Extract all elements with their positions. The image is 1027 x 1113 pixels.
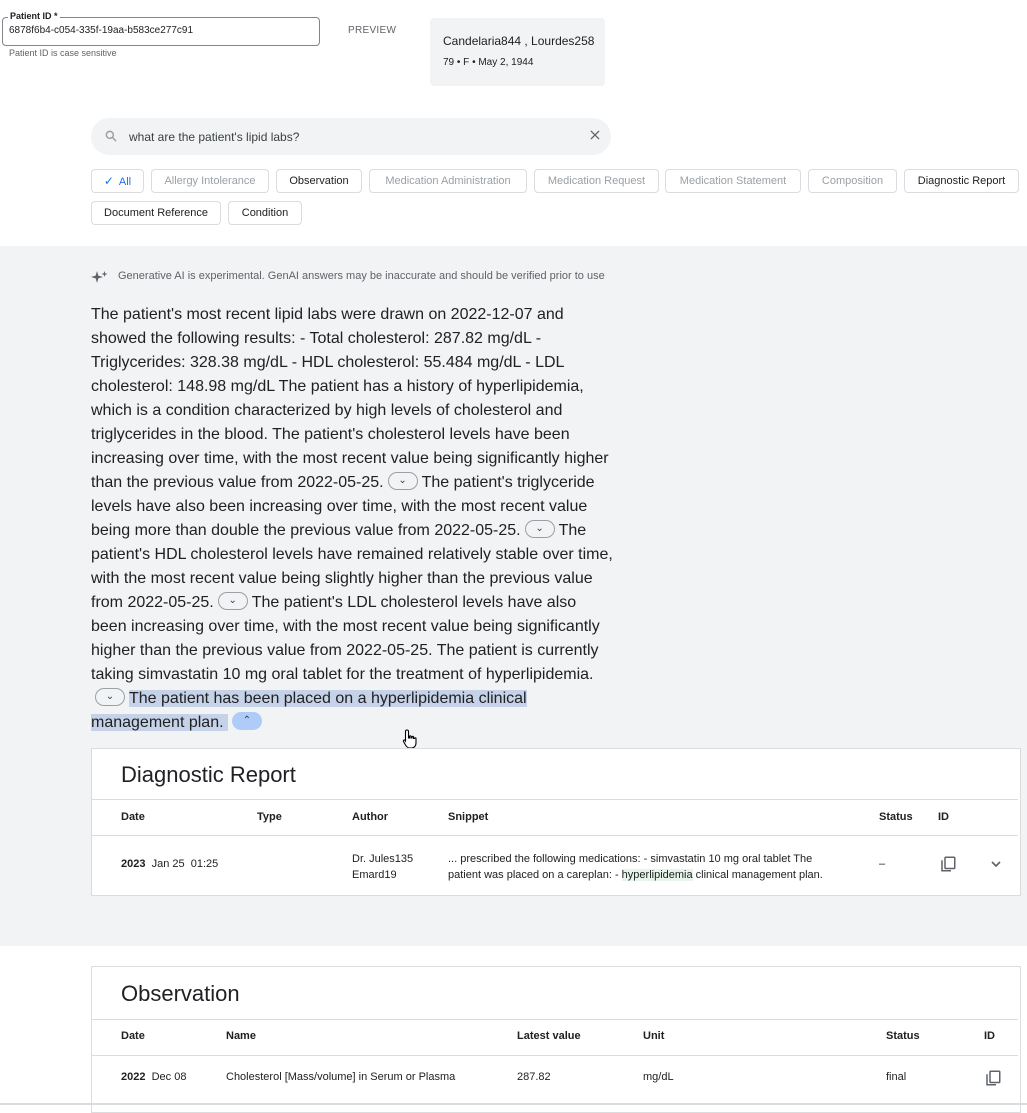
answer-segment: The patient's LDL cholesterol levels have also been increasing over time, with the most recent value being significantly higher than the previous value from 2022-05-25. The patient is currently taking simvastatin 10 mg oral tablet for the treatment of hyperlipidemia.: [91, 594, 600, 683]
column-header-date[interactable]: Date: [121, 1030, 145, 1042]
preview-label: PREVIEW: [348, 25, 397, 36]
citation-expand-button[interactable]: [218, 592, 248, 610]
chevron-down-icon: ⌄: [398, 474, 407, 486]
divider: [92, 835, 1018, 836]
citation-collapse-button[interactable]: [232, 712, 262, 730]
row-date: Dec 08: [151, 1071, 187, 1083]
sparkle-icon: [91, 270, 109, 284]
chevron-down-icon[interactable]: [988, 856, 1004, 872]
chevron-down-icon: ⌄: [535, 522, 544, 534]
filter-chip-medication-request[interactable]: Medication Request: [534, 169, 659, 193]
filter-chip-all[interactable]: [91, 169, 144, 193]
column-header-author[interactable]: Author: [352, 811, 389, 823]
filter-chip-composition[interactable]: Composition: [808, 169, 897, 193]
patient-name: Candelaria844 , Lourdes258: [443, 34, 595, 48]
row-year: 2023: [121, 858, 146, 870]
divider: [92, 799, 1018, 800]
filter-chip-medication-statement[interactable]: Medication Statement: [665, 169, 801, 193]
answer-segment: The patient's HDL cholesterol levels have remained relatively stable over time, with the most recent value being slightly higher than the previous value from 2022-05-25.: [91, 522, 613, 611]
patient-id-value[interactable]: 6878f6b4-c054-335f-19aa-b583ce277c91: [9, 25, 194, 36]
snippet-highlight: hyperlipidemia: [621, 869, 693, 881]
chevron-down-icon: ⌄: [228, 594, 237, 606]
observation-title: Observation: [121, 981, 240, 1006]
row-year: 2022: [121, 1071, 146, 1083]
column-header-snippet[interactable]: Snippet: [448, 811, 489, 823]
row-time: 01:25: [190, 858, 219, 870]
snippet-text: ... prescribed the following medications: - simvastatin 10 mg oral tablet The patient was placed on a careplan: -: [448, 853, 813, 881]
author-line: Emard19: [352, 869, 397, 881]
copy-icon[interactable]: [984, 1069, 1002, 1087]
table-row-date: [121, 1071, 186, 1083]
row-date: Jan 25: [151, 858, 185, 870]
filter-chip-diagnostic-report[interactable]: Diagnostic Report: [904, 169, 1019, 193]
citation-expand-button[interactable]: [95, 688, 125, 706]
table-row-unit: mg/dL: [643, 1071, 674, 1083]
filter-chip-medication-administration[interactable]: Medication Administration: [369, 169, 527, 193]
citation-expand-button[interactable]: [525, 520, 555, 538]
patient-id-label: Patient ID *: [10, 11, 58, 21]
column-header-status[interactable]: Status: [886, 1030, 920, 1042]
table-row-latest-value: 287.82: [517, 1071, 551, 1083]
patient-id-hint: Patient ID is case sensitive: [9, 48, 117, 58]
table-row-date: [121, 858, 218, 870]
column-header-date[interactable]: Date: [121, 811, 145, 823]
answer-segment-selected: The patient has been placed on a hyperlipidemia clinical management plan.: [91, 690, 527, 731]
pointer-cursor-icon: [402, 729, 418, 749]
check-icon: ✓: [103, 174, 114, 188]
search-icon: [104, 129, 118, 143]
genai-disclaimer: Generative AI is experimental. GenAI answers may be inaccurate and should be verified prior to use: [118, 270, 605, 282]
table-row-snippet: [448, 851, 848, 883]
close-icon[interactable]: [588, 128, 602, 142]
table-row-author: [352, 851, 413, 883]
patient-demographics: 79 • F • May 2, 1944: [443, 57, 534, 68]
filter-chip-allergy-intolerance[interactable]: Allergy Intolerance: [151, 169, 269, 193]
ai-answer: [91, 303, 613, 735]
table-row-status: –: [879, 858, 886, 870]
column-header-id[interactable]: ID: [938, 811, 949, 823]
answer-segment: The patient's triglyceride levels have also been increasing over time, with the most recent value being more than double the previous value from 2022-05-25.: [91, 474, 595, 539]
table-row-status: final: [886, 1071, 907, 1083]
column-header-status[interactable]: Status: [879, 811, 913, 823]
column-header-type[interactable]: Type: [257, 811, 282, 823]
search-input[interactable]: what are the patient's lipid labs?: [129, 130, 300, 144]
column-header-latest-value[interactable]: Latest value: [517, 1030, 581, 1042]
chevron-down-icon: ⌄: [105, 690, 115, 702]
column-header-id[interactable]: ID: [984, 1030, 995, 1042]
filter-chip-condition[interactable]: Condition: [228, 201, 302, 225]
column-header-unit[interactable]: Unit: [643, 1030, 665, 1042]
snippet-text: clinical management plan.: [692, 869, 823, 881]
table-row-name: Cholesterol [Mass/volume] in Serum or Plasma: [226, 1071, 456, 1083]
divider: [92, 1019, 1018, 1020]
column-header-name[interactable]: Name: [226, 1030, 256, 1042]
patient-preview-card: [430, 18, 605, 86]
copy-icon[interactable]: [939, 855, 957, 873]
citation-expand-button[interactable]: [388, 472, 418, 490]
answer-segment: The patient's most recent lipid labs were drawn on 2022-12-07 and showed the following results: - Total cholesterol: 287.82 mg/dL - Triglycerides: 328.38 mg/dL - HDL cholesterol: 55.484 mg/dL - LDL cholesterol: 148.98 mg/dL The patient has a history of hyperlipidemia, which is a condition characterized by high levels of cholesterol and triglycerides in the blood. The patient's cholesterol levels have been increasing over time, with the most recent value being significantly higher than the previous value from 2022-05-25.: [91, 306, 609, 491]
filter-chip-document-reference[interactable]: Document Reference: [91, 201, 221, 225]
filter-chip-label: All: [118, 176, 132, 188]
diagnostic-report-title: Diagnostic Report: [121, 762, 296, 787]
chevron-up-icon: ⌃: [242, 714, 252, 726]
filter-chip-observation[interactable]: Observation: [276, 169, 362, 193]
divider: [92, 1055, 1018, 1056]
author-line: Dr. Jules135: [352, 853, 414, 865]
